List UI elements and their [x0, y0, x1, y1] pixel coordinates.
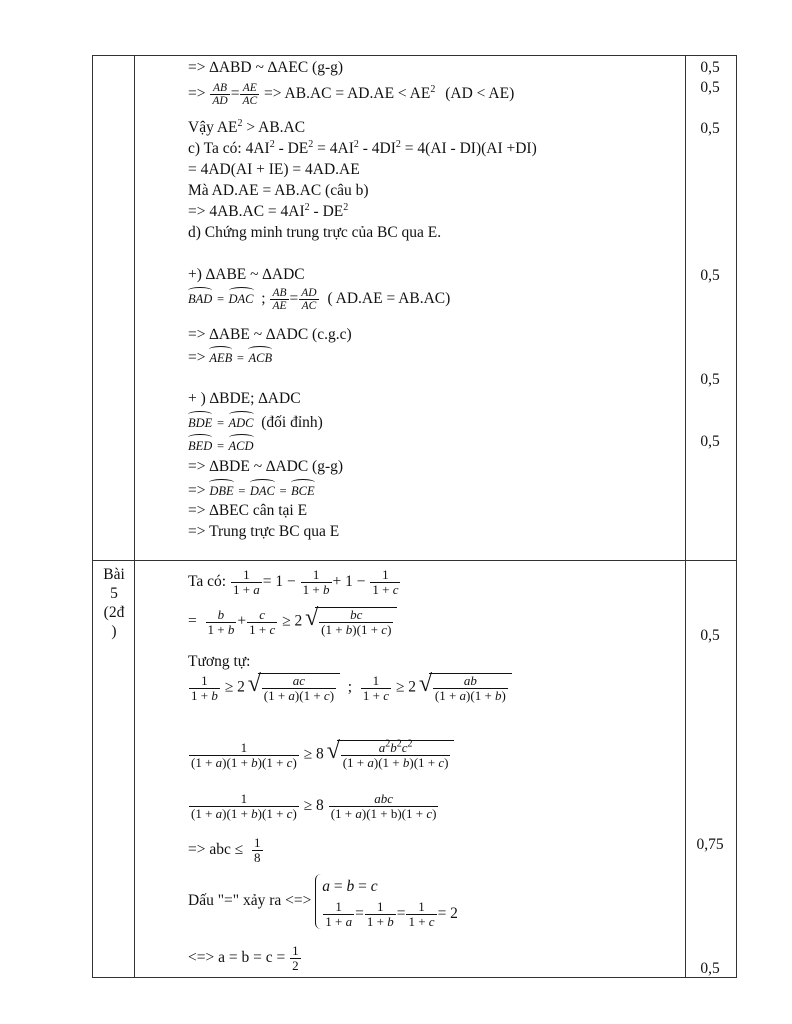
implies-text-3: =>: [188, 482, 206, 499]
points-3: 0,5: [700, 120, 720, 137]
line-angle-ratio: BAD = DAC ; $\frac{AB}{AE}$ = $\frac{AD}{AC}$ ( AD.AE = AB.AC): [188, 287, 451, 312]
bai5-paren: ): [111, 623, 117, 640]
line-part-c: c) Ta có: $4AI^2 - DE^2 = 4AI^2 - 4DI^2 = 4(AI - DI)(AI +DI)$: [188, 138, 537, 157]
line-equality: [188, 874, 458, 929]
bai5-points: (2đ: [103, 604, 125, 621]
line-am-gm: = $\frac{b}{1 + b}$ + $\frac{c}{1 + c}$ ≥ 2 √ $\frac{bc}{(1 + b)(1 + c)}$: [188, 607, 397, 637]
points-7: 0,5: [700, 627, 720, 644]
angle-acd: ACD: [228, 439, 254, 453]
fraction-ae-ac: $\frac{AE}{AC}$: [242, 82, 258, 107]
table-row-divider: [92, 560, 737, 561]
c-part1: c) Ta có: 4AI: [188, 140, 270, 157]
c4-part1: => 4AB.AC = 4AI: [188, 203, 305, 220]
angle-ratio-reason: ( AD.AE = AB.AC): [327, 290, 451, 308]
angle-bad: BAD: [188, 292, 213, 307]
fraction-1-product-2: $\frac{1}{(1 + a)(1 + b)(1 + c)}$: [191, 791, 297, 821]
line-product-abc: $\frac{1}{(1 + a)(1 + b)(1 + c)}$ ≥ 8 $\frac{\text{abc}}{(1 + a)(1 + b)(1 + c)}$: [191, 791, 437, 821]
equality-system: a = b = c $\frac{1}{1 + a}$ = $\frac{1}{1 + b}$ = $\frac{1}{1 + c}$ = 2: [315, 874, 458, 929]
final-text: <=> a = b = c =: [188, 949, 286, 967]
line-trung-truc: => Trung trực BC qua E: [188, 523, 340, 540]
sqrt-ac: √ $\frac{ac}{(1 + a)(1 + c)}$: [258, 673, 340, 703]
line-abe-adc: +) ∆ABE ~ ∆ADC: [188, 266, 305, 283]
sqrt-ab: √ $\frac{ab}{(1 + a)(1 + b)}$: [429, 673, 512, 703]
table-border-top: [92, 55, 737, 56]
fraction-ab-ae: $\frac{AB}{AE}$: [272, 287, 287, 312]
angle-adc: ADC: [228, 416, 254, 430]
line-aeb-acb: => AEB = ACB: [188, 349, 273, 366]
angle-bce: BCE: [291, 484, 315, 498]
condition-text: (AD < AE): [445, 85, 515, 103]
fraction-1-1b: $\frac{1}{1 + b}$: [302, 567, 330, 597]
c4-part2: - DE: [313, 203, 344, 220]
implies-text: =>: [188, 85, 206, 103]
vay-text: Vậy AE: [188, 119, 238, 136]
fraction-1-product: $\frac{1}{(1 + a)(1 + b)(1 + c)}$: [191, 739, 297, 770]
fraction-ab-ad: $\frac{AB}{AD}$: [212, 82, 228, 107]
line-dbe-dac-bce: => DBE = DAC = BCE: [188, 482, 315, 499]
line-c2: = 4AD(AI + IE) = 4AD.AE: [188, 161, 360, 178]
angle-dac: DAC: [228, 292, 254, 307]
line-c3: Mà AD.AE = AB.AC (câu b): [188, 182, 369, 199]
line-bde-adc-gg: => ∆BDE ~ ∆ADC (g-g): [188, 458, 344, 475]
fraction-1-1c: $\frac{1}{1 + c}$: [372, 567, 399, 597]
bai5-label: [93, 565, 135, 641]
angle-bde: BDE: [188, 416, 213, 430]
fraction-1-1a: $\frac{1}{1 + a}$: [232, 567, 260, 597]
product-text: => AB.AC = AD.AE < AE: [264, 85, 431, 103]
angle-bed: BED: [188, 439, 213, 453]
fraction-ad-ac: $\frac{AD}{AC}$: [301, 287, 317, 312]
line-abe-adc-cgc: => ∆ABE ~ ∆ADC (c.g.c): [188, 326, 352, 343]
line-ratio: => $\frac{AB}{AD}$ = $\frac{AE}{AC}$ => $AB.AC = AD.AE < AE^2$ (AD < AE): [188, 82, 515, 107]
bai5-word: Bài: [103, 566, 125, 583]
c-part5: = 4(AI - DI)(AI +DI): [404, 140, 537, 157]
points-4: 0,5: [700, 267, 720, 284]
sqrt-bc: √ $\frac{bc}{(1 + b)(1 + c)}$: [315, 607, 397, 637]
points-1: 0,5: [700, 59, 720, 76]
line-ta-co: Ta có: $\frac{1}{1 + a}$ = 1 − $\frac{1}{1 + b}$ + 1 − $\frac{1}{1 + c}$: [188, 567, 399, 597]
table-border-right: [736, 55, 737, 978]
line-bde-adc: + ) ∆BDE; ∆ADC: [188, 390, 301, 407]
points-9: 0,5: [700, 960, 720, 977]
table-border-left: [92, 55, 93, 978]
c-part3: = 4AI: [317, 140, 354, 157]
equals-text: =: [188, 612, 197, 630]
fraction-1-1b-b: $\frac{1}{1 + b}$: [191, 672, 218, 703]
points-5: 0,5: [700, 371, 720, 388]
points-6: 0,5: [700, 433, 720, 450]
line-bed-acd: BED = ACD: [188, 439, 254, 453]
line-similar: $\frac{1}{1 + b}$ ≥ 2 √ $\frac{ac}{(1 + a)(1 + c)}$ ; $\frac{1}{1 + c}$ ≥ 2 √ $\frac{ab}{(1 + a)(1 + b)}$: [188, 673, 512, 703]
line-conclusion-b: Vậy $AE^2 > AB.AC$: [188, 117, 306, 136]
vay-rest: > AB.AC: [246, 119, 306, 136]
ta-co-text: Ta có:: [188, 573, 227, 591]
implies-text-2: =>: [188, 349, 206, 366]
line-c4: => $4AB.AC = 4AI^2 - DE^2$: [188, 201, 349, 220]
points-8: 0,75: [696, 836, 724, 853]
line-bde-adc-angle: BDE = ADC (đối đỉnh): [188, 414, 323, 431]
line-final: [188, 944, 302, 973]
fraction-abc-product: $\frac{\text{abc}}{(1 + a)(1 + b)(1 + c)}$: [330, 791, 437, 821]
fraction-1-1c-b: $\frac{1}{1 + c}$: [362, 672, 389, 703]
line-part-d: d) Chứng minh trung trực của BC qua E.: [188, 224, 442, 241]
line-product-sqrt: $\frac{1}{(1 + a)(1 + b)(1 + c)}$ ≥ 8 √ $\frac{a^2b^2c^2}{(1 + a)(1 + b)(1 + c)}$: [188, 740, 454, 770]
angle-dac-2: DAC: [249, 484, 275, 498]
equality-text: Dấu "=" xảy ra <=>: [188, 892, 312, 910]
c-part4: - 4DI: [362, 140, 396, 157]
line-abc-result: [188, 836, 264, 865]
bai5-number: 5: [110, 585, 118, 602]
line-bec-can: => ∆BEC cân tại E: [188, 502, 308, 519]
table-col-divider-1: [134, 55, 135, 978]
points-2: 0,5: [700, 79, 720, 96]
c-part2: - DE: [278, 140, 309, 157]
fraction-b-1b: $\frac{b}{1 + b}$: [207, 606, 235, 637]
angle-dbe: DBE: [209, 484, 234, 498]
angle-aeb: AEB: [209, 351, 233, 365]
abc-text: => abc ≤: [188, 841, 244, 859]
line-abd-aec: => ∆ABD ~ ∆AEC (g-g): [188, 59, 344, 76]
line-tuong-tu: Tương tự:: [188, 653, 251, 670]
doi-dinh-text: (đối đỉnh): [261, 414, 323, 431]
angle-acb: ACB: [248, 351, 273, 365]
fraction-c-1c: $\frac{c}{1 + c}$: [249, 606, 276, 637]
fraction-1-2: $\frac{1}{2}$: [292, 943, 299, 973]
sqrt-a2b2c2: √ $\frac{a^2b^2c^2}{(1 + a)(1 + b)(1 + c)}$: [337, 740, 455, 770]
table-border-bottom: [92, 977, 737, 978]
fraction-1-8: $\frac{1}{8}$: [254, 835, 261, 865]
